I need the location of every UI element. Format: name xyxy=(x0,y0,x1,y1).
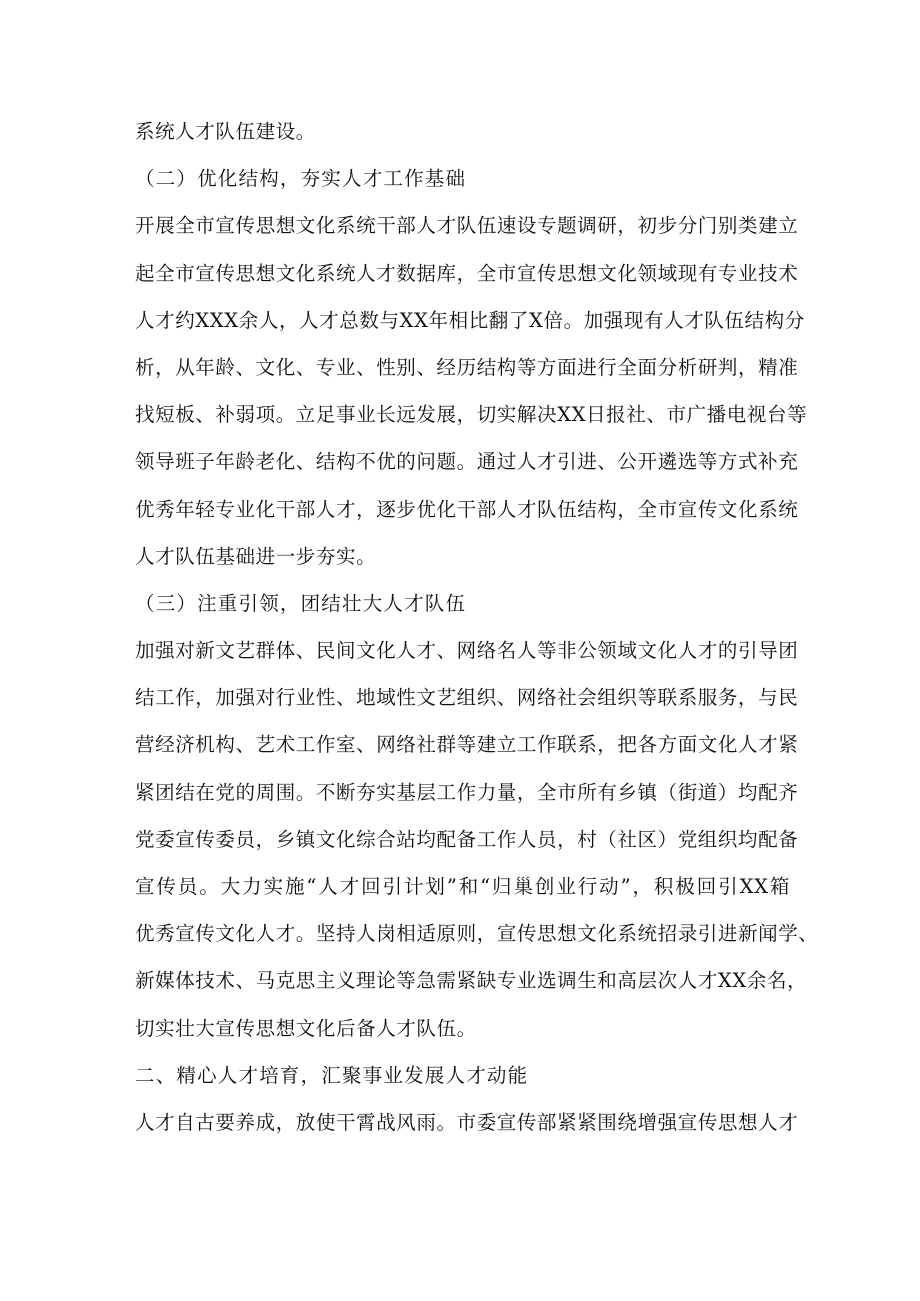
paragraph-line: 新媒体技术、马克思主义理论等急需紧缺专业选调生和高层次人才XX余名， xyxy=(135,969,808,993)
paragraph-line: 人才自古要养成，放使干霄战风雨。市委宣传部紧紧围绕增强宣传思想人才 xyxy=(135,1110,799,1134)
section-heading: （三）注重引领，团结壮大人才队伍 xyxy=(135,591,467,615)
paragraph-line: 营经济机构、艺术工作室、网络社群等建立工作联系，把各方面文化人才紧 xyxy=(135,733,799,757)
paragraph-line: 找短板、补弱项。立足事业长远发展，切实解决XX日报社、市广播电视台等 xyxy=(135,403,808,427)
paragraph-line: 加强对新文艺群体、民间文化人才、网络名人等非公领域文化人才的引导团 xyxy=(135,639,799,663)
paragraph-line: 宣传员。大力实施“人才回引计划”和“归巢创业行动”，积极回引XX箱 xyxy=(135,875,790,898)
document-body xyxy=(135,108,819,1146)
paragraph-line: 起全市宣传思想文化系统人才数据库，全市宣传思想文化领域现有专业技术 xyxy=(135,261,799,285)
paragraph-line: 切实壮大宣传思想文化后备人才队伍。 xyxy=(135,1016,477,1040)
paragraph-line: 人才队伍基础进一步夯实。 xyxy=(135,544,377,568)
paragraph-line: 开展全市宣传思想文化系统干部人才队伍速设专题调研，初步分门别类建立 xyxy=(135,214,799,238)
paragraph-line: 析，从年龄、文化、专业、性别、经历结构等方面进行全面分析研判，精准 xyxy=(135,355,799,379)
paragraph-line: 领导班子年龄老化、结构不优的问题。通过人才引进、公开遴选等方式补充 xyxy=(135,450,799,474)
paragraph-line: 结工作，加强对行业性、地域性文艺组织、网络社会组织等联系服务，与民 xyxy=(135,686,799,710)
paragraph-line: 人才约XXX余人，人才总数与XX年相比翻了X倍。加强现有人才队伍结构分 xyxy=(135,308,805,332)
paragraph-line: 党委宣传委员，乡镇文化综合站均配备工作人员，村（社区）党组织均配备 xyxy=(135,827,799,851)
paragraph-line: 系统人才队伍建设。 xyxy=(135,120,316,143)
paragraph-line: 优秀年轻专业化干部人才，逐步优化干部人才队伍结构，全市宣传文化系统 xyxy=(135,497,799,521)
section-heading: （二）优化结构，夯实人才工作基础 xyxy=(135,167,467,191)
paragraph-line: 优秀宣传文化人才。坚持人岗相适原则，宣传思想文化系统招录引进新闻学、 xyxy=(135,922,819,946)
section-heading: 二、精心人才培育，汇聚事业发展人才动能 xyxy=(135,1063,529,1087)
paragraph-line: 紧团结在党的周围。不断夯实基层工作力量，全市所有乡镇（街道）均配齐 xyxy=(135,780,799,804)
